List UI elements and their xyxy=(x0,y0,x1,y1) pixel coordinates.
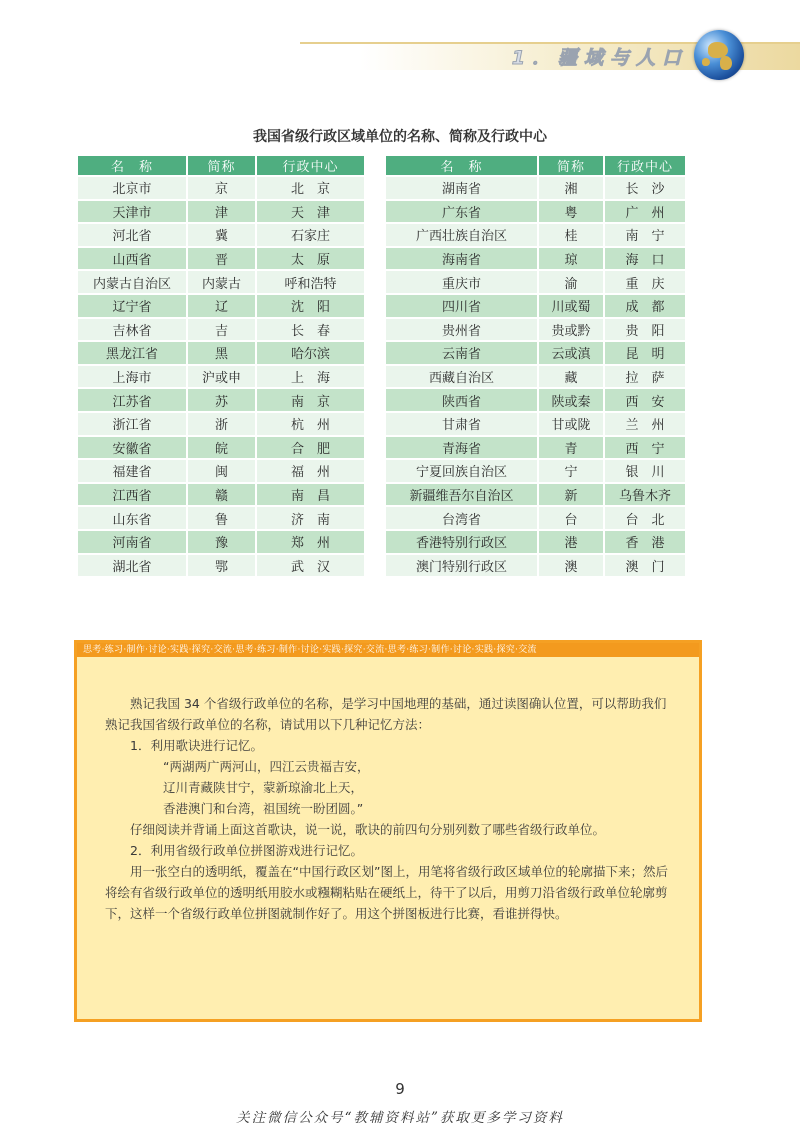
cell-capital: 长 沙 xyxy=(605,177,685,199)
table-row xyxy=(78,319,364,341)
cell-province-name: 宁夏回族自治区 xyxy=(386,460,537,482)
cell-abbreviation: 辽 xyxy=(188,295,255,317)
cell-capital: 澳 门 xyxy=(605,555,685,577)
verse-line-2: 辽川青藏陕甘宁，蒙新琼渝北上天， xyxy=(163,780,364,795)
cell-province-name: 浙江省 xyxy=(78,413,186,435)
table-row xyxy=(386,177,685,199)
table-row xyxy=(78,201,364,223)
cell-abbreviation: 澳 xyxy=(539,555,603,577)
table-row xyxy=(78,295,364,317)
cell-capital: 乌鲁木齐 xyxy=(605,484,685,506)
cell-province-name: 山东省 xyxy=(78,507,186,529)
table-row xyxy=(386,319,685,341)
table-row xyxy=(78,389,364,411)
cell-capital: 广 州 xyxy=(605,201,685,223)
table-row xyxy=(386,224,685,246)
cell-province-name: 湖北省 xyxy=(78,555,186,577)
cell-capital: 成 都 xyxy=(605,295,685,317)
table-header-row xyxy=(386,156,685,175)
cell-capital: 太 原 xyxy=(257,248,364,270)
table-row xyxy=(78,248,364,270)
cell-capital: 南 昌 xyxy=(257,484,364,506)
cell-province-name: 贵州省 xyxy=(386,319,537,341)
globe-icon xyxy=(694,30,744,80)
cell-abbreviation: 港 xyxy=(539,531,603,553)
cell-capital: 长 春 xyxy=(257,319,364,341)
cell-province-name: 陕西省 xyxy=(386,389,537,411)
cell-capital: 杭 州 xyxy=(257,413,364,435)
cell-abbreviation: 湘 xyxy=(539,177,603,199)
table-row xyxy=(78,342,364,364)
table-row xyxy=(386,507,685,529)
cell-abbreviation: 粤 xyxy=(539,201,603,223)
cell-abbreviation: 藏 xyxy=(539,366,603,388)
table-row xyxy=(78,366,364,388)
cell-province-name: 山西省 xyxy=(78,248,186,270)
header-abbr: 简称 xyxy=(539,156,603,175)
cell-capital: 贵 阳 xyxy=(605,319,685,341)
table-row xyxy=(386,271,685,293)
footer-note: 关注微信公众号“教辅资料站”获取更多学习资料 xyxy=(236,1110,564,1126)
exercise-question: 仔细阅读并背诵上面这首歌诀，说一说，歌诀的前四句分别列数了哪些省级行政单位。 xyxy=(130,822,606,837)
cell-capital: 济 南 xyxy=(257,507,364,529)
page-number: 9 xyxy=(395,1080,405,1098)
cell-abbreviation: 冀 xyxy=(188,224,255,246)
cell-province-name: 四川省 xyxy=(386,295,537,317)
table-row xyxy=(78,507,364,529)
cell-abbreviation: 新 xyxy=(539,484,603,506)
exercise-body xyxy=(77,657,699,924)
cell-province-name: 重庆市 xyxy=(386,271,537,293)
cell-capital: 昆 明 xyxy=(605,342,685,364)
cell-province-name: 台湾省 xyxy=(386,507,537,529)
cell-abbreviation: 渝 xyxy=(539,271,603,293)
cell-province-name: 青海省 xyxy=(386,437,537,459)
table-row xyxy=(78,224,364,246)
cell-province-name: 澳门特别行政区 xyxy=(386,555,537,577)
cell-abbreviation: 鄂 xyxy=(188,555,255,577)
cell-abbreviation: 贵或黔 xyxy=(539,319,603,341)
chapter-title: 1．疆域与人口 xyxy=(511,47,688,69)
cell-abbreviation: 黑 xyxy=(188,342,255,364)
cell-province-name: 福建省 xyxy=(78,460,186,482)
header-name: 名 称 xyxy=(78,156,186,175)
table-row xyxy=(78,531,364,553)
cell-capital: 福 州 xyxy=(257,460,364,482)
cell-capital: 南 宁 xyxy=(605,224,685,246)
table-row xyxy=(386,413,685,435)
cell-province-name: 江西省 xyxy=(78,484,186,506)
cell-province-name: 内蒙古自治区 xyxy=(78,271,186,293)
cell-abbreviation: 苏 xyxy=(188,389,255,411)
exercise-box xyxy=(74,640,702,1022)
cell-abbreviation: 台 xyxy=(539,507,603,529)
table-header-row xyxy=(78,156,364,175)
table-row xyxy=(386,531,685,553)
verse-line-3: 香港澳门和台湾，祖国统一盼团圆。” xyxy=(163,801,364,816)
table-row xyxy=(386,342,685,364)
cell-abbreviation: 京 xyxy=(188,177,255,199)
table-row xyxy=(78,460,364,482)
cell-province-name: 广东省 xyxy=(386,201,537,223)
cell-capital: 武 汉 xyxy=(257,555,364,577)
cell-capital: 哈尔滨 xyxy=(257,342,364,364)
cell-abbreviation: 桂 xyxy=(539,224,603,246)
table-row xyxy=(386,484,685,506)
cell-province-name: 湖南省 xyxy=(386,177,537,199)
cell-abbreviation: 吉 xyxy=(188,319,255,341)
cell-province-name: 江苏省 xyxy=(78,389,186,411)
cell-capital: 郑 州 xyxy=(257,531,364,553)
cell-abbreviation: 赣 xyxy=(188,484,255,506)
cell-capital: 海 口 xyxy=(605,248,685,270)
cell-capital: 西 安 xyxy=(605,389,685,411)
cell-capital: 台 北 xyxy=(605,507,685,529)
cell-province-name: 云南省 xyxy=(386,342,537,364)
cell-abbreviation: 沪或申 xyxy=(188,366,255,388)
cell-capital: 拉 萨 xyxy=(605,366,685,388)
cell-capital: 香 港 xyxy=(605,531,685,553)
cell-capital: 天 津 xyxy=(257,201,364,223)
cell-province-name: 辽宁省 xyxy=(78,295,186,317)
cell-abbreviation: 川或蜀 xyxy=(539,295,603,317)
method-2-heading: 2．利用省级行政单位拼图游戏进行记忆。 xyxy=(130,843,363,858)
table-row xyxy=(78,484,364,506)
cell-province-name: 海南省 xyxy=(386,248,537,270)
cell-capital: 石家庄 xyxy=(257,224,364,246)
cell-abbreviation: 云或滇 xyxy=(539,342,603,364)
cell-province-name: 北京市 xyxy=(78,177,186,199)
cell-abbreviation: 琼 xyxy=(539,248,603,270)
table-row xyxy=(386,555,685,577)
province-table-right xyxy=(384,154,687,578)
cell-capital: 银 川 xyxy=(605,460,685,482)
method-1-heading: 1．利用歌诀进行记忆。 xyxy=(130,738,263,753)
exercise-intro: 熟记我国 34 个省级行政单位的名称，是学习中国地理的基础，通过读图确认位置，可以帮助我们熟记我国省级行政单位的名称，请试用以下几种记忆方法： xyxy=(105,696,667,732)
table-title: 我国省级行政区域单位的名称、简称及行政中心 xyxy=(253,129,547,145)
cell-capital: 南 京 xyxy=(257,389,364,411)
cell-province-name: 广西壮族自治区 xyxy=(386,224,537,246)
cell-abbreviation: 宁 xyxy=(539,460,603,482)
cell-province-name: 上海市 xyxy=(78,366,186,388)
cell-capital: 合 肥 xyxy=(257,437,364,459)
cell-province-name: 香港特别行政区 xyxy=(386,531,537,553)
table-row xyxy=(386,295,685,317)
cell-province-name: 安徽省 xyxy=(78,437,186,459)
method-2-text: 用一张空白的透明纸，覆盖在“中国行政区划”图上，用笔将省级行政区域单位的轮廓描下来；然后将绘有省级行政单位的透明纸用胶水或糨糊粘贴在硬纸上，待干了以后，用剪刀沿省级行政单位轮廓剪下，这样一个省级行政单位拼图就制作好了。用这个拼图板进行比赛，看谁拼得快。 xyxy=(105,864,668,921)
cell-abbreviation: 内蒙古 xyxy=(188,271,255,293)
cell-capital: 重 庆 xyxy=(605,271,685,293)
cell-province-name: 西藏自治区 xyxy=(386,366,537,388)
cell-province-name: 黑龙江省 xyxy=(78,342,186,364)
activity-strip: 思考·练习·制作·讨论·实践·探究·交流·思考·练习·制作·讨论·实践·探究·交流·思考·练习·制作·讨论·实践·探究·交流 xyxy=(77,643,699,657)
cell-capital: 沈 阳 xyxy=(257,295,364,317)
cell-abbreviation: 青 xyxy=(539,437,603,459)
cell-province-name: 天津市 xyxy=(78,201,186,223)
cell-abbreviation: 浙 xyxy=(188,413,255,435)
cell-abbreviation: 津 xyxy=(188,201,255,223)
cell-province-name: 吉林省 xyxy=(78,319,186,341)
cell-capital: 上 海 xyxy=(257,366,364,388)
header-name: 名 称 xyxy=(386,156,537,175)
cell-capital: 兰 州 xyxy=(605,413,685,435)
cell-capital: 北 京 xyxy=(257,177,364,199)
table-row xyxy=(78,177,364,199)
table-row xyxy=(386,366,685,388)
table-row xyxy=(78,437,364,459)
table-row xyxy=(386,389,685,411)
table-row xyxy=(386,201,685,223)
header-abbr: 简称 xyxy=(188,156,255,175)
cell-capital: 呼和浩特 xyxy=(257,271,364,293)
cell-abbreviation: 闽 xyxy=(188,460,255,482)
header-capital: 行政中心 xyxy=(605,156,685,175)
cell-abbreviation: 豫 xyxy=(188,531,255,553)
cell-province-name: 河南省 xyxy=(78,531,186,553)
header-capital: 行政中心 xyxy=(257,156,364,175)
table-row xyxy=(78,413,364,435)
verse-line-1: “两湖两广两河山，四江云贵福吉安， xyxy=(163,759,370,774)
cell-abbreviation: 甘或陇 xyxy=(539,413,603,435)
cell-abbreviation: 陕或秦 xyxy=(539,389,603,411)
cell-capital: 西 宁 xyxy=(605,437,685,459)
table-row xyxy=(386,460,685,482)
cell-abbreviation: 晋 xyxy=(188,248,255,270)
table-row xyxy=(386,437,685,459)
cell-province-name: 甘肃省 xyxy=(386,413,537,435)
cell-abbreviation: 鲁 xyxy=(188,507,255,529)
province-table-left xyxy=(76,154,366,578)
cell-province-name: 新疆维吾尔自治区 xyxy=(386,484,537,506)
table-row xyxy=(78,271,364,293)
cell-province-name: 河北省 xyxy=(78,224,186,246)
cell-abbreviation: 皖 xyxy=(188,437,255,459)
table-row xyxy=(386,248,685,270)
table-row xyxy=(78,555,364,577)
